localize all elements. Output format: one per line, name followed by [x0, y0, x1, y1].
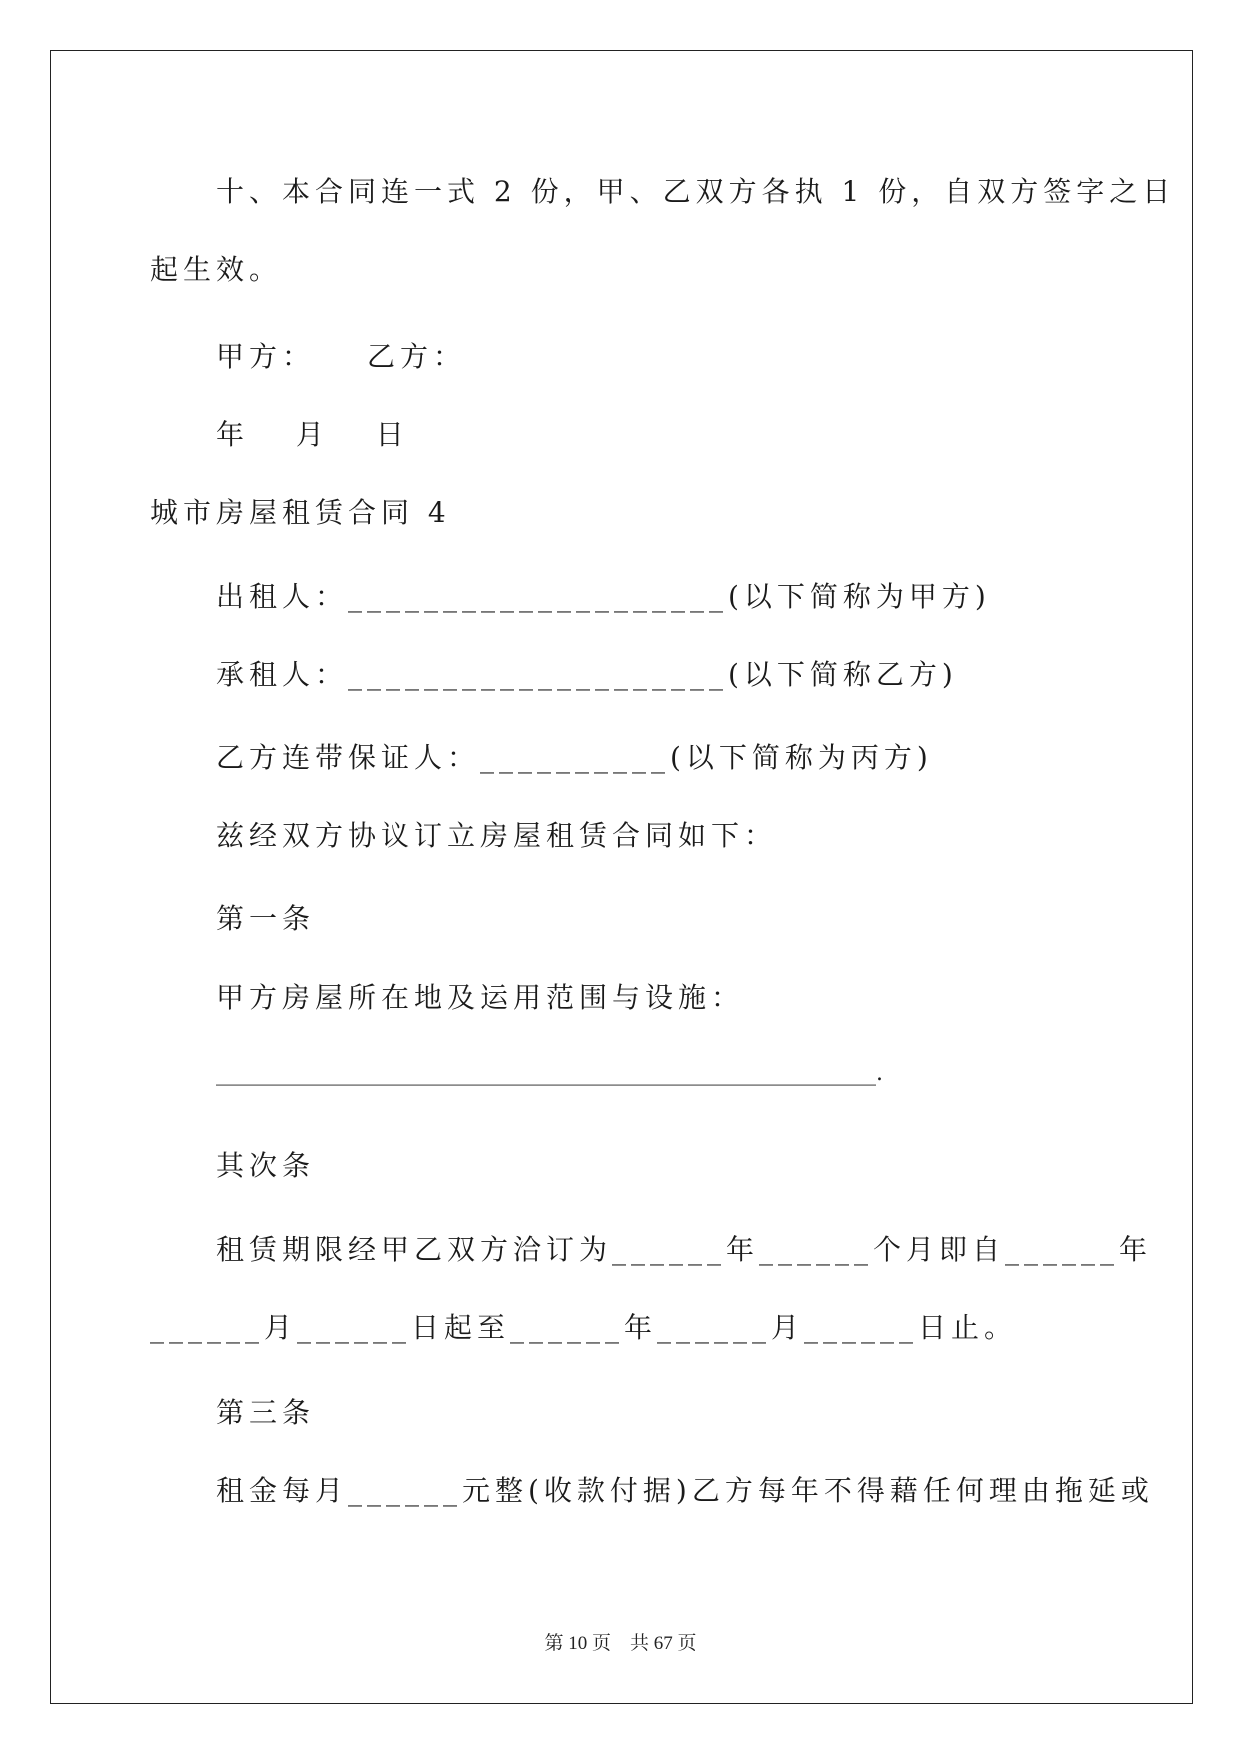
- article-2-heading: 其次条: [216, 1149, 316, 1182]
- guarantor-line: 乙方连带保证人：__________(以下简称为丙方): [216, 741, 933, 774]
- article-2-text-line-2: ______月______日起至______年______月______日止。: [150, 1311, 1018, 1344]
- article-1-blank-line: ____________________________________________________________.: [216, 1061, 883, 1086]
- clause-10-line-1: 十、本合同连一式 2 份，甲、乙双方各执 1 份，自双方签字之日: [216, 175, 1176, 208]
- article-3-heading: 第三条: [216, 1396, 316, 1429]
- contract-title: 城市房屋租赁合同 4: [150, 496, 451, 529]
- article-3-text: 租金每月______元整(收款付据)乙方每年不得藉任何理由拖延或: [216, 1474, 1154, 1507]
- signature-date: 年 月 日: [216, 418, 409, 451]
- lessor-line: 出租人：____________________(以下简称为甲方): [216, 580, 991, 613]
- article-2-text-line-1: 租赁期限经甲乙双方洽订为______年______个月即自______年: [216, 1233, 1153, 1266]
- article-1-heading: 第一条: [216, 902, 316, 935]
- agreement-intro: 兹经双方协议订立房屋租赁合同如下：: [216, 819, 778, 852]
- signature-parties: 甲方： 乙方：: [216, 340, 467, 373]
- clause-10-line-2: 起生效。: [150, 253, 283, 286]
- page-border: [50, 50, 1193, 1704]
- article-1-text: 甲方房屋所在地及运用范围与设施：: [216, 981, 745, 1014]
- lessee-line: 承租人：____________________(以下简称乙方): [216, 658, 958, 691]
- page-footer: 第 10 页 共 67 页: [544, 1633, 697, 1654]
